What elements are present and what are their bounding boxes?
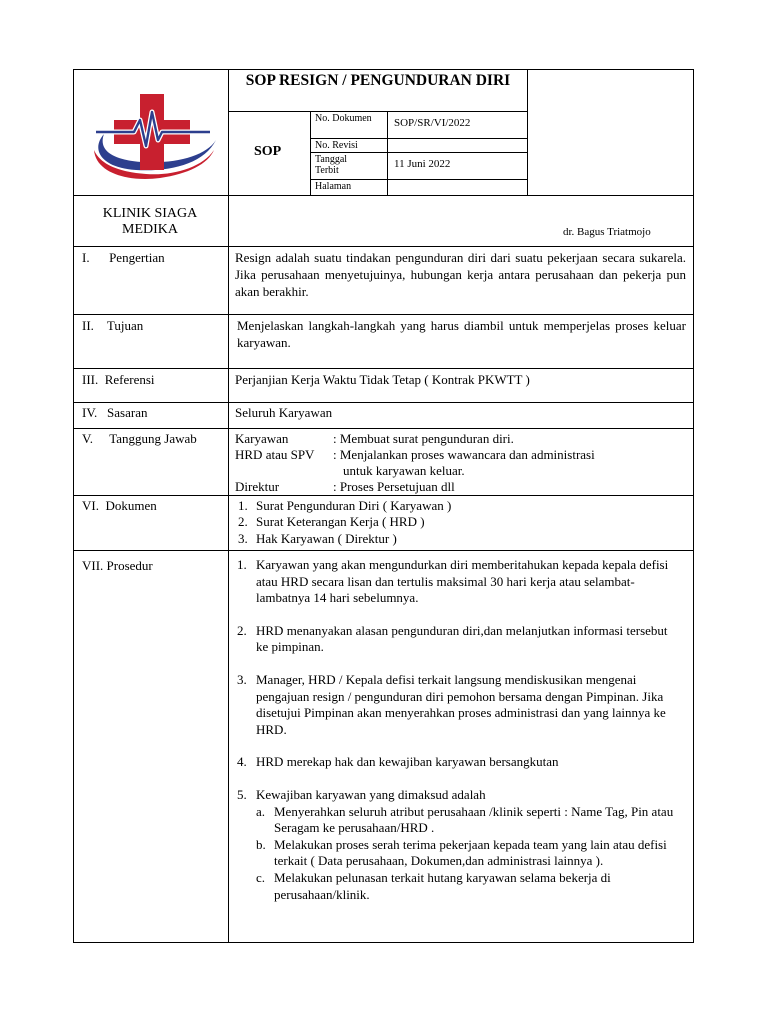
- list-item: Hak Karyawan ( Direktur ): [256, 531, 397, 546]
- responsibility-role: HRD atau SPV: [235, 447, 315, 462]
- list-item-number: 3.: [238, 531, 248, 546]
- section-text-pengertian: Resign adalah suatu tindakan pengunduran diri dari suatu pekerjaan secara sukarela. Jika perusahaan menyetujuinya, hubungan kerja antara perusahaan dan pekerja pun akan berakhir.: [235, 250, 686, 299]
- responsibility-desc: : Proses Persetujuan dll: [333, 479, 455, 494]
- procedure-step-text: HRD merekap hak dan kewajiban karyawan bersangkutan: [256, 754, 559, 770]
- meta-label-no-dokumen: No. Dokumen: [315, 113, 372, 124]
- procedure-sub-item: b. Melakukan proses serah terima pekerjaan kepada team yang lain atau defisi terkait ( Data perusahaan, Dokumen,dan administrasi lainnya ).: [256, 836, 667, 869]
- procedure-step-text: Karyawan yang akan mengundurkan diri memberitahukan kepada kepala defisi atau HRD secara lisan dan tertulis maksimal 30 hari kerja atau selambat-lambatnya 14 hari sebelumnya.: [256, 557, 669, 606]
- meta-value-no-dokumen: SOP/SR/VI/2022: [394, 117, 471, 129]
- section-text-tujuan: Menjelaskan langkah-langkah yang harus diambil untuk memperjelas proses keluar karyawan.: [237, 318, 686, 350]
- responsibility-desc: : Membuat surat pengunduran diri.: [333, 431, 514, 446]
- procedure-sub-item-text: Melakukan proses serah terima pekerjaan kepada team yang lain atau defisi terkait ( Data perusahaan, Dokumen,dan administrasi lainnya ).: [274, 836, 667, 869]
- section-label-tanggung-jawab: V. Tanggung Jawab: [82, 431, 197, 446]
- section-label-referensi: III. Referensi: [82, 372, 155, 387]
- procedure-step-text: Manager, HRD / Kepala defisi terkait langsung mendiskusikan mengenai pengajuan resign / pengunduran diri pemohon bersama dengan Pimpinan. Jika disetujui Pimpinan akan menyerahkan proses administrasi dan yang lainnya ke HRD.: [256, 671, 666, 737]
- procedure-step: 4. HRD merekap hak dan kewajiban karyawan bersangkutan: [237, 754, 559, 770]
- list-item-number: 2.: [238, 514, 248, 529]
- list-item-number: 1.: [238, 498, 248, 513]
- meta-label-tanggal-terbit: Tanggal Terbit: [315, 154, 348, 176]
- procedure-sub-item: a. Menyerahkan seluruh atribut perusahaan /klinik seperti : Name Tag, Pin atau Seragam ke perusahaan/HRD .: [256, 803, 674, 836]
- meta-label-no-revisi: No. Revisi: [315, 140, 358, 151]
- responsibility-desc: : Menjalankan proses wawancara dan administrasi: [333, 447, 595, 462]
- section-label-pengertian: I. Pengertian: [82, 250, 165, 265]
- list-item: Surat Keterangan Kerja ( HRD ): [256, 514, 425, 529]
- section-label-sasaran: IV. Sasaran: [82, 405, 148, 420]
- procedure-sub-item-text: Melakukan pelunasan terkait hutang karyawan selama bekerja di perusahaan/klinik.: [274, 869, 611, 902]
- procedure-step: 3. Manager, HRD / Kepala defisi terkait langsung mendiskusikan mengenai pengajuan resign / pengunduran diri pemohon bersama dengan Pimpinan. Jika disetujui Pimpinan akan menyerahkan proses administrasi dan yang lainnya ke HRD.: [237, 671, 666, 737]
- section-label-dokumen: VI. Dokumen: [82, 498, 157, 513]
- section-label-prosedur: VII. Prosedur: [82, 558, 153, 573]
- meta-value-tanggal-terbit: 11 Juni 2022: [394, 158, 451, 170]
- procedure-list: [237, 557, 677, 903]
- procedure-step-text: HRD menanyakan alasan pengunduran diri,dan melanjutkan informasi tersebut ke pimpinan.: [256, 622, 668, 655]
- responsibility-role: Direktur: [235, 479, 280, 494]
- procedure-step: 5. Kewajiban karyawan yang dimaksud adalah: [237, 786, 486, 802]
- procedure-sub-item: c. Melakukan pelunasan terkait hutang karyawan selama bekerja di perusahaan/klinik.: [256, 869, 611, 902]
- document-title: SOP RESIGN / PENGUNDURAN DIRI: [245, 72, 511, 89]
- procedure-step-text: Kewajiban karyawan yang dimaksud adalah: [256, 786, 486, 802]
- procedure-step: 2. HRD menanyakan alasan pengunduran diri,dan melanjutkan informasi tersebut ke pimpinan.: [237, 622, 668, 655]
- section-label-tujuan: II. Tujuan: [82, 318, 144, 333]
- procedure-step: 1. Karyawan yang akan mengundurkan diri memberitahukan kepada kepala defisi atau HRD secara lisan dan tertulis maksimal 30 hari kerja atau selambat-lambatnya 14 hari sebelumnya.: [237, 557, 669, 606]
- sop-label: SOP: [254, 144, 282, 159]
- responsibility-role: Karyawan: [235, 431, 289, 446]
- meta-label-halaman: Halaman: [315, 181, 352, 192]
- clinic-name: KLINIK SIAGA MEDIKA: [102, 206, 198, 237]
- clinic-logo: [90, 90, 218, 186]
- procedure-sub-item-text: Menyerahkan seluruh atribut perusahaan /klinik seperti : Name Tag, Pin atau Seragam ke perusahaan/HRD .: [274, 803, 674, 836]
- responsibility-desc-continued: untuk karyawan keluar.: [343, 463, 465, 478]
- list-item: Surat Pengunduran Diri ( Karyawan ): [256, 498, 452, 513]
- section-text-referensi: Perjanjian Kerja Waktu Tidak Tetap ( Kontrak PKWTT ): [235, 372, 530, 387]
- section-text-sasaran: Seluruh Karyawan: [235, 405, 333, 420]
- signatory-name: dr. Bagus Triatmojo: [563, 226, 651, 238]
